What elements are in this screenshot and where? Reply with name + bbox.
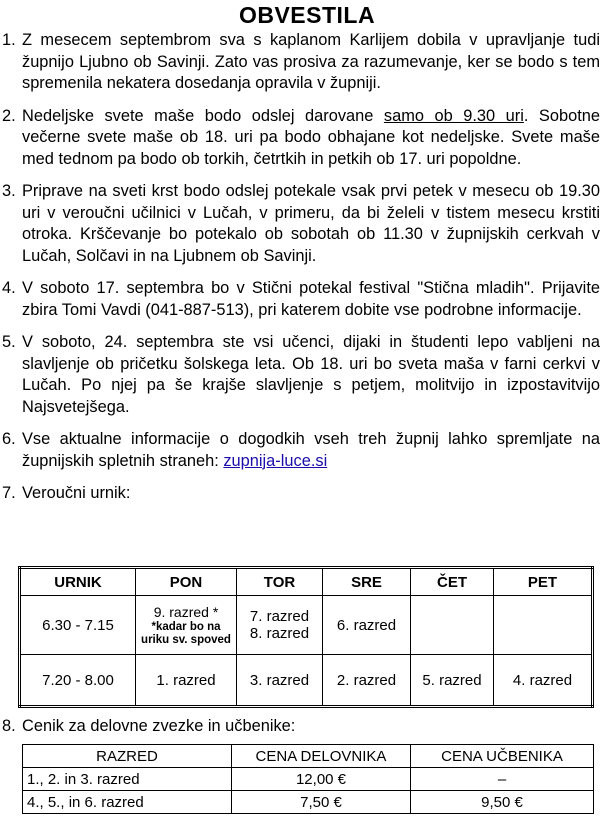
header-cell: SRE (323, 568, 411, 596)
schedule-cell: 3. razred (237, 655, 323, 707)
notice-item-1 (0, 30, 600, 95)
item-text: V soboto, 24. septembra ste vsi učenci, dijaki in študenti lepo vabljeni na slavljenje ob pričetku šolskega leta. Ob 18. uri bo sveta maša v farni cerkvi v Lučah. Po njej pa še krajše slavljenje s petjem, molitvijo in izpostavitvijo Najsvetejšega. (22, 333, 600, 416)
class-label: 9. razred * (153, 603, 219, 620)
footnote: *kadar bo na uriku sv. spoved (141, 620, 231, 646)
notice-list (0, 30, 600, 516)
schedule-header-row (20, 568, 593, 596)
notice-item-8 (0, 716, 614, 738)
price-header-row (23, 745, 594, 768)
schedule-cell: 6. razred (323, 596, 411, 655)
item-text: . Sobotne večerne svete maše ob 18. uri pa bodo obhajane kot nedeljske. Svete maše med tednom pa bodo ob torkih, četrtkih in petkih ob 17. uri popoldne. (22, 106, 600, 168)
grade-cell: 4., 5., in 6. razred (23, 791, 232, 814)
notice-item-3 (0, 181, 600, 267)
header-cell: RAZRED (23, 745, 232, 768)
item-text: V soboto 17. septembra bo v Stični potekal festival "Stična mladih". Prijavite zbira Tomi Vavdi (041-887-513), pri katerem dobite vse podrobne informacije. (22, 279, 600, 319)
page-title: OBVESTILA (238, 2, 376, 28)
item-text: Z mesecem septembrom sva s kaplanom Karlijem dobila v upravljanje tudi župnijo Ljubno ob Savinji. Zato vas prosiva za razumevanje, ker se bodo s tem spremenila nekatera dosedanja opravila v župniji. (22, 31, 600, 92)
schedule-cell (494, 596, 593, 655)
header-cell: TOR (237, 568, 323, 596)
notice-item-6 (0, 429, 600, 472)
table-row (20, 655, 593, 707)
header-cell: CENA DELOVNIKA (232, 745, 411, 768)
grade-cell: 1., 2. in 3. razred (23, 768, 232, 791)
time-cell: 7.20 - 8.00 (20, 655, 136, 707)
price-cell: 7,50 € (232, 791, 411, 814)
table-row (23, 768, 594, 791)
price-cell: 12,00 € (232, 768, 411, 791)
header-cell: PET (494, 568, 593, 596)
item-number: 2. (2, 106, 16, 125)
header-cell: PON (136, 568, 237, 596)
class-label: 8. razred (249, 625, 310, 642)
item-number: 8. (2, 717, 16, 735)
item-number: 5. (2, 333, 16, 351)
underlined-text: samo ob 9.30 uri (383, 106, 524, 125)
price-cell: – (411, 768, 594, 791)
notice-item-2 (0, 106, 600, 171)
notice-item-5 (0, 332, 600, 418)
schedule-cell (411, 596, 494, 655)
schedule-cell (136, 596, 237, 655)
class-label: 7. razred (249, 608, 310, 625)
website-link[interactable]: zupnija-luce.si (223, 451, 328, 470)
item-text: Veroučni urnik: (22, 484, 131, 502)
schedule-cell: 5. razred (411, 655, 494, 707)
time-cell: 6.30 - 7.15 (20, 596, 136, 655)
item-text: Vse aktualne informacije o dogodkih vseh treh župnij lahko spremljate na župnijskih spletnih straneh: (22, 430, 600, 470)
header-cell: ČET (411, 568, 494, 596)
schedule-cell (237, 596, 323, 655)
item-number: 1. (2, 31, 16, 49)
price-cell: 9,50 € (411, 791, 594, 814)
item-number: 3. (2, 182, 16, 200)
schedule-cell: 2. razred (323, 655, 411, 707)
notice-item-4 (0, 278, 600, 321)
schedule-cell: 1. razred (136, 655, 237, 707)
schedule-cell: 4. razred (494, 655, 593, 707)
item-number: 4. (2, 279, 16, 297)
notice-item-7 (0, 483, 600, 505)
table-row (20, 596, 593, 655)
header-cell: URNIK (20, 568, 136, 596)
schedule-table (18, 566, 594, 708)
header-cell: CENA UČBENIKA (411, 745, 594, 768)
item-number: 6. (2, 430, 16, 448)
item-text: Nedeljske svete maše bodo odslej darovane (22, 106, 384, 125)
price-table (22, 744, 594, 814)
item-text: Priprave na sveti krst bodo odslej potekale vsak prvi petek v mesecu ob 19.30 uri v veroučni učilnici v Lučah, v primeru, da bi želeli v tistem mesecu krstiti otroka. Krščevanje bo potekalo ob sobotah ob 11.30 v župnijskih cerkvah v Lučah, Solčavi in na Ljubnem ob Savinji. (22, 182, 600, 265)
item-text: Cenik za delovne zvezke in učbenike: (22, 717, 296, 735)
item-number: 7. (2, 484, 16, 502)
table-row (23, 791, 594, 814)
